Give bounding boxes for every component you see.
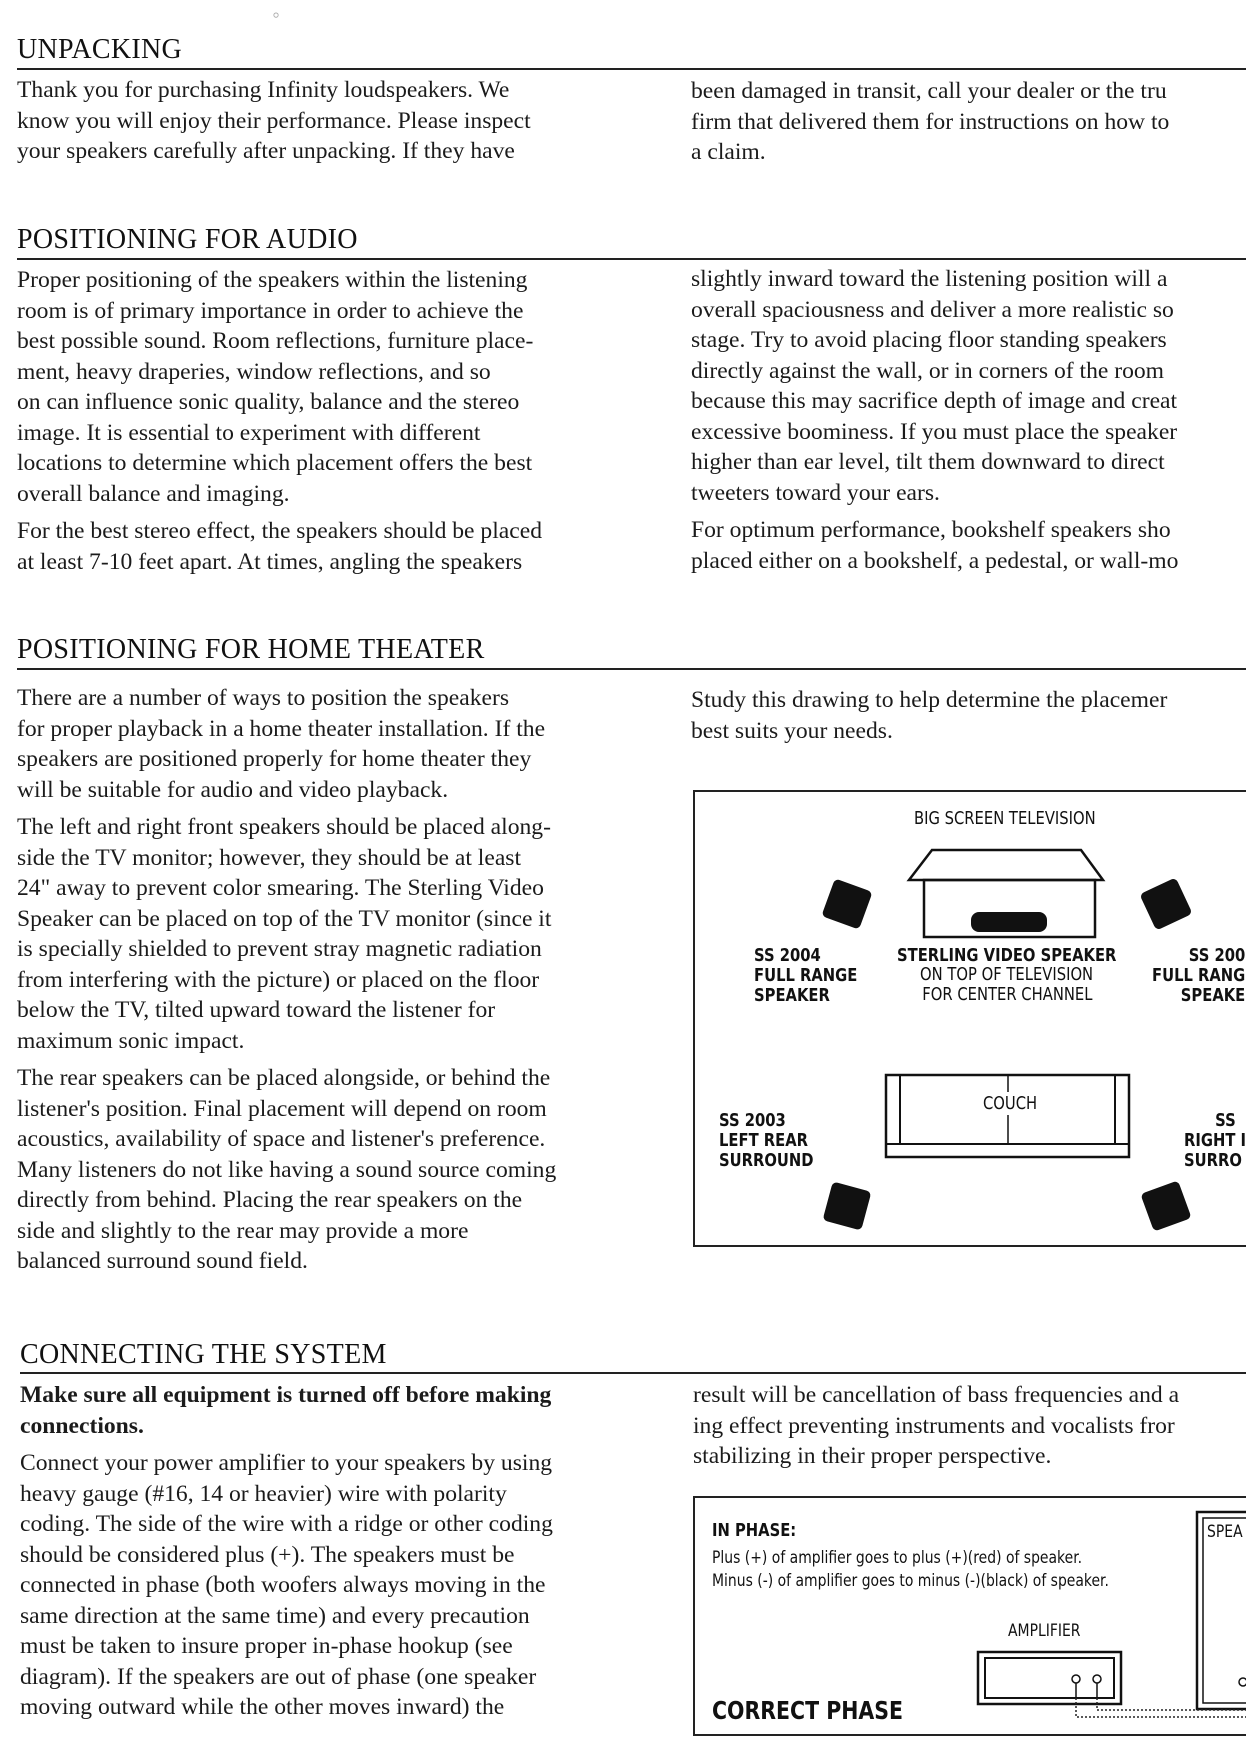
label-line: SPEAKE	[1180, 985, 1246, 1006]
text-line: speakers are positioned properly for home theater they	[17, 746, 532, 772]
text-line: ing effect preventing instruments and vocalists fror	[693, 1412, 1175, 1439]
text-line: same direction at the same time) and every precaution	[20, 1602, 530, 1629]
text-line: from interfering with the picture) or placed on the floor	[17, 966, 540, 993]
label-line: FULL RANGE	[754, 965, 858, 986]
in-phase-line-2: Minus (-) of amplifier goes to minus (-)(black) of speaker.	[712, 1571, 1109, 1591]
section-title-unpacking: UNPACKING	[17, 34, 183, 65]
connecting-right-column	[693, 1380, 1246, 1472]
text-line: There are a number of ways to position the speakers	[17, 685, 510, 711]
text-line: balanced surround sound field.	[17, 1248, 308, 1274]
text-line: for proper playback in a home theater installation. If the	[17, 715, 546, 742]
audio-right-column	[691, 264, 1246, 576]
label-line: SPEAKER	[754, 985, 830, 1006]
text-line: Thank you for purchasing Infinity loudspeakers. We	[17, 77, 510, 103]
rear-right-speaker-label	[1184, 1111, 1246, 1171]
connecting-left-column	[20, 1380, 670, 1723]
couch-label: COUCH	[983, 1093, 1038, 1114]
text-line: a claim.	[691, 139, 766, 165]
placement-drawing	[695, 792, 1246, 1247]
speaker-placement-diagram	[693, 790, 1246, 1247]
couch-icon	[886, 1075, 1129, 1157]
warning-text: Make sure all equipment is turned off before making	[20, 1382, 552, 1408]
text-line: side the TV monitor; however, they should be at least	[17, 844, 522, 871]
text-line: side and slightly to the rear may provide a more	[17, 1217, 469, 1244]
text-line: heavy gauge (#16, 14 or heavier) wire with polarity	[20, 1480, 507, 1507]
label-line: FOR CENTER CHANNEL	[922, 984, 1093, 1005]
correct-phase-label: CORRECT PHASE	[712, 1696, 904, 1725]
section-rule	[17, 68, 1246, 70]
section-title-home-theater: POSITIONING FOR HOME THEATER	[17, 634, 485, 665]
text-line: ment, heavy draperies, window reflections, and so	[17, 358, 491, 385]
text-line: 24" away to prevent color smearing. The Sterling Video	[17, 875, 544, 901]
section-title-connecting: CONNECTING THE SYSTEM	[20, 1339, 387, 1370]
text-line: For the best stereo effect, the speakers should be placed	[17, 518, 542, 544]
text-line: directly from behind. Placing the rear speakers on the	[17, 1187, 523, 1213]
rear-left-speaker-label	[719, 1111, 813, 1171]
text-line: acoustics, availability of space and listener's preference.	[17, 1126, 546, 1152]
text-line: higher than ear level, tilt them downward to direct	[691, 449, 1165, 475]
text-line: connected in phase (both woofers always moving in the	[20, 1572, 546, 1598]
theater-left-column	[17, 683, 667, 1277]
scan-mark: ⸰	[272, 9, 281, 24]
label-line: LEFT REAR	[719, 1130, 809, 1151]
text-line: overall balance and imaging.	[17, 480, 290, 507]
label-line: SS	[1215, 1110, 1236, 1131]
section-rule	[20, 1372, 1246, 1374]
text-line: because this may sacrifice depth of image and creat	[691, 388, 1178, 414]
text-line: your speakers carefully after unpacking. If they have	[17, 138, 515, 164]
speaker-front-left-icon	[821, 878, 872, 929]
label-line: RIGHT I	[1184, 1130, 1246, 1151]
section-title-audio: POSITIONING FOR AUDIO	[17, 224, 358, 255]
text-line: should be considered plus (+). The speakers must be	[20, 1541, 515, 1568]
label-line: FULL RANG	[1152, 965, 1246, 986]
text-line: image. It is essential to experiment with different	[17, 419, 481, 446]
label-line: ON TOP OF TELEVISION	[920, 964, 1094, 985]
amplifier-label: AMPLIFIER	[1008, 1621, 1081, 1641]
text-line: room is of primary importance in order to achieve the	[17, 297, 524, 324]
section-rule	[17, 258, 1246, 260]
text-line: Speaker can be placed on top of the TV monitor (since it	[17, 905, 552, 932]
text-line: stabilizing in their proper perspective.	[693, 1443, 1052, 1469]
phase-diagram	[693, 1496, 1246, 1736]
text-line: below the TV, tilted upward toward the listener for	[17, 997, 496, 1023]
text-line: Connect your power amplifier to your speakers by using	[20, 1450, 553, 1476]
center-speaker-label: STERLING VIDEO SPEAKER	[897, 945, 1117, 966]
text-line: Many listeners do not like having a sound source coming	[17, 1156, 557, 1183]
speaker-rear-right-icon	[1140, 1180, 1191, 1231]
label-line: SURRO	[1184, 1150, 1242, 1171]
text-line: listener's position. Final placement will depend on room	[17, 1095, 547, 1122]
speaker-label: SPEA	[1207, 1522, 1243, 1542]
tv-label: BIG SCREEN TELEVISION	[914, 808, 1096, 829]
unpacking-right-column	[691, 76, 1246, 168]
in-phase-line-1: Plus (+) of amplifier goes to plus (+)(red) of speaker.	[712, 1548, 1083, 1568]
text-line: For optimum performance, bookshelf speakers sho	[691, 517, 1171, 543]
text-line: firm that delivered them for instructions on how to	[691, 108, 1170, 135]
text-line: coding. The side of the wire with a ridge or other coding	[20, 1511, 553, 1537]
warning-text: connections.	[20, 1412, 144, 1439]
front-left-speaker-label	[754, 946, 857, 1006]
label-line: SS 200	[1188, 945, 1246, 966]
text-line: must be taken to insure proper in-phase hookup (see	[20, 1633, 513, 1659]
section-rule	[17, 668, 1246, 670]
front-right-speaker-label	[1152, 946, 1245, 1006]
center-speaker-sublabel	[920, 965, 1093, 1005]
text-line: will be suitable for audio and video playback.	[17, 776, 449, 803]
text-line: best suits your needs.	[691, 717, 893, 744]
text-line: result will be cancellation of bass frequencies and a	[693, 1382, 1180, 1408]
unpacking-left-column	[17, 75, 667, 167]
text-line: directly against the wall, or in corners of the room	[691, 357, 1165, 384]
text-line: excessive boominess. If you must place the speaker	[691, 418, 1178, 445]
speaker-front-right-icon	[1139, 877, 1192, 930]
in-phase-heading: IN PHASE:	[712, 1520, 797, 1541]
amplifier-icon	[978, 1652, 1121, 1704]
text-line: is specially shielded to prevent stray magnetic radiation	[17, 936, 542, 962]
text-line: slightly inward toward the listening position will a	[691, 266, 1168, 292]
theater-right-column	[691, 685, 1246, 746]
text-line: know you will enjoy their performance. Please inspect	[17, 107, 531, 134]
text-line: diagram). If the speakers are out of phase (one speaker	[20, 1663, 537, 1690]
wire-lines	[1076, 1698, 1246, 1717]
text-line: The left and right front speakers should be placed along-	[17, 814, 551, 840]
text-line: stage. Try to avoid placing floor standing speakers	[691, 327, 1167, 353]
audio-left-column	[17, 265, 667, 577]
text-line: maximum sonic impact.	[17, 1027, 245, 1054]
text-line: locations to determine which placement offers the best	[17, 450, 533, 476]
label-line: SS 2004	[754, 945, 821, 966]
text-line: been damaged in transit, call your dealer or the tru	[691, 78, 1167, 104]
text-line: tweeters toward your ears.	[691, 479, 940, 506]
speaker-rear-left-icon	[823, 1182, 872, 1231]
label-line: SS 2003	[719, 1110, 786, 1131]
text-line: placed either on a bookshelf, a pedestal, or wall-mo	[691, 547, 1179, 574]
text-line: moving outward while the other moves inward) the	[20, 1694, 505, 1720]
text-line: on can influence sonic quality, balance and the stereo	[17, 389, 520, 415]
text-line: Proper positioning of the speakers within the listening	[17, 267, 528, 293]
television-icon	[909, 850, 1103, 937]
text-line: The rear speakers can be placed alongside, or behind the	[17, 1065, 551, 1091]
text-line: Study this drawing to help determine the placemer	[691, 687, 1168, 713]
label-line: SURROUND	[719, 1150, 814, 1171]
text-line: best possible sound. Room reflections, furniture place-	[17, 328, 534, 354]
text-line: at least 7-10 feet apart. At times, angling the speakers	[17, 548, 523, 575]
text-line: overall spaciousness and deliver a more realistic so	[691, 296, 1174, 323]
